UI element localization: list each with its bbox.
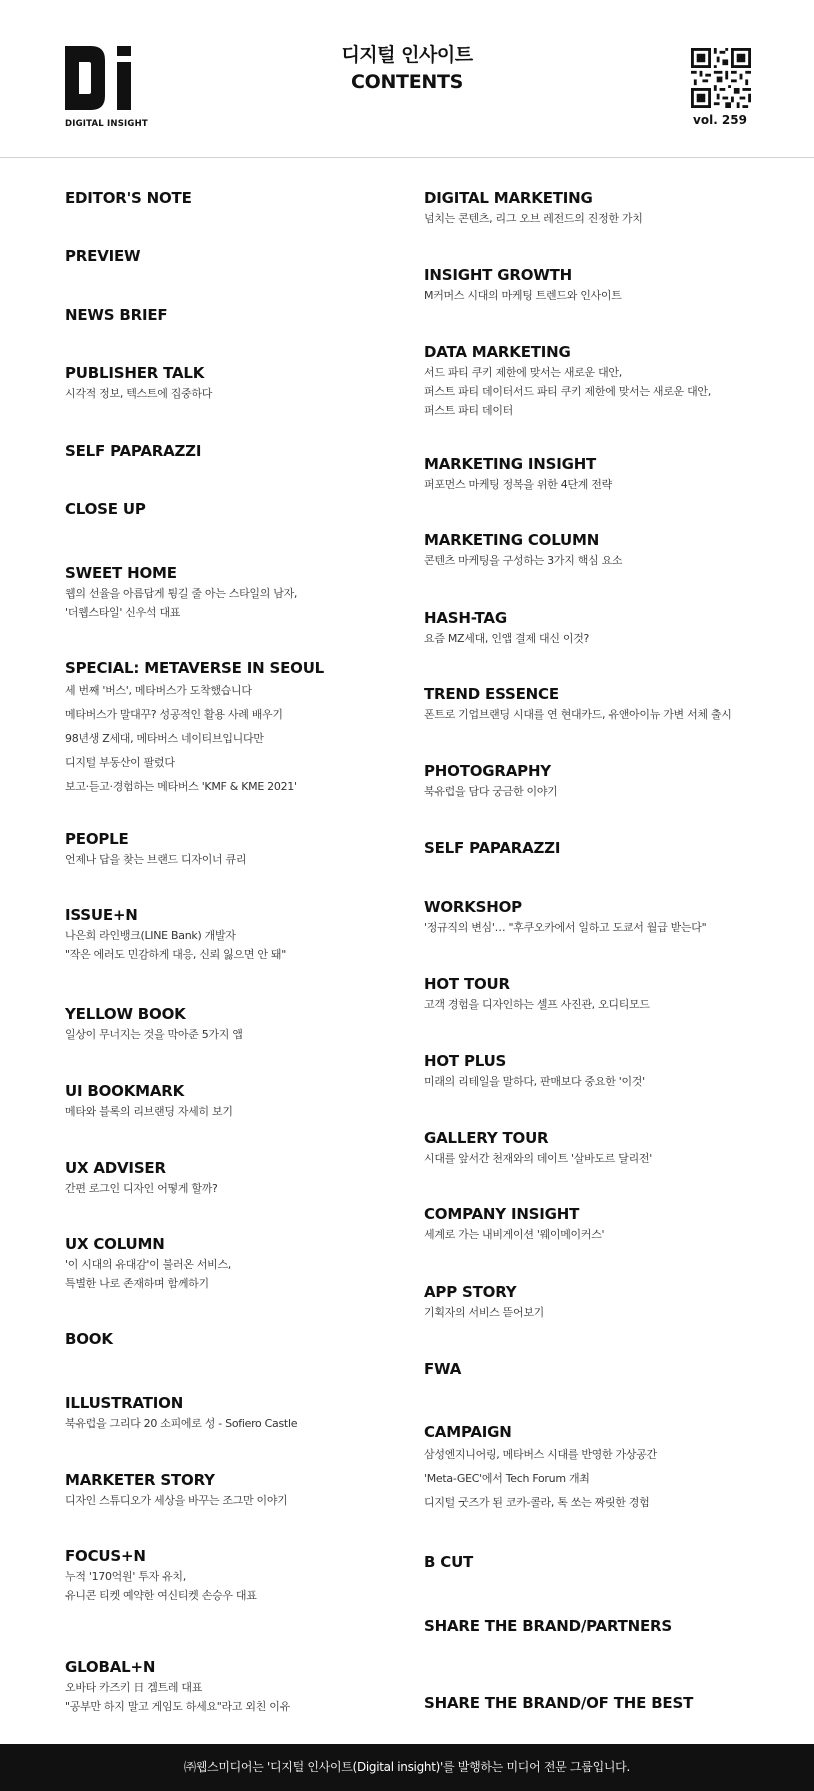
section-title: GALLERY TOUR <box>424 1129 549 1147</box>
section-title: SELF PAPARAZZI <box>424 839 561 857</box>
toc-entry[interactable] <box>424 1050 645 1091</box>
section-title: SWEET HOME <box>65 564 177 582</box>
section-title: SHARE THE BRAND/OF THE BEST <box>424 1694 694 1712</box>
article-subtitle: 세 번째 '버스', 메타버스가 도착했습니다 <box>65 684 252 697</box>
article-subtitle: 콘텐츠 마케팅을 구성하는 3가지 핵심 요소 <box>424 554 623 567</box>
toc-entry[interactable] <box>65 1469 288 1510</box>
section-title: EDITOR'S NOTE <box>65 189 192 207</box>
section-title: PHOTOGRAPHY <box>424 762 551 780</box>
article-subtitle: "작은 에러도 민감하게 대응, 신뢰 잃으면 안 돼" <box>65 948 286 961</box>
section-title: FOCUS+N <box>65 1547 146 1565</box>
article-subtitle: 북유럽을 담다 궁금한 이야기 <box>424 785 558 798</box>
section-title: WORKSHOP <box>424 898 522 916</box>
toc-entry[interactable] <box>65 1003 243 1044</box>
section-title: MARKETER STORY <box>65 1471 215 1489</box>
section-title: UX ADVISER <box>65 1159 166 1177</box>
section-title: PREVIEW <box>65 247 141 265</box>
toc-entry[interactable] <box>424 1692 693 1714</box>
article-subtitle: 폰트로 기업브랜딩 시대를 연 현대카드, 유앤아이뉴 가변 서체 출시 <box>424 708 732 721</box>
section-title: GLOBAL+N <box>65 1658 156 1676</box>
logo-wordmark: DIGITAL INSIGHT <box>65 119 148 129</box>
toc-entry[interactable] <box>65 904 286 964</box>
toc-entry[interactable] <box>65 828 246 869</box>
toc-entry[interactable] <box>424 1421 657 1515</box>
toc-entry[interactable] <box>424 837 560 859</box>
toc-entry[interactable] <box>65 498 146 520</box>
article-subtitle: '이 시대의 유대감'이 불러온 서비스, <box>65 1258 231 1271</box>
toc-entry[interactable] <box>424 973 650 1014</box>
article-subtitle: 북유럽을 그리다 20 소피에로 성 - Sofiero Castle <box>65 1417 298 1430</box>
section-title: TREND ESSENCE <box>424 685 559 703</box>
article-subtitle: 넘치는 콘텐츠, 리그 오브 레전드의 진정한 가치 <box>424 212 643 225</box>
toc-entry[interactable] <box>424 341 711 420</box>
section-title: DIGITAL MARKETING <box>424 189 593 207</box>
section-title: SHARE THE BRAND/PARTNERS <box>424 1617 673 1635</box>
article-subtitle: 퍼포먼스 마케팅 정복을 위한 4단계 전략 <box>424 478 612 491</box>
section-title: B CUT <box>424 1553 474 1571</box>
section-title: ILLUSTRATION <box>65 1394 184 1412</box>
toc-entry[interactable] <box>424 896 706 937</box>
section-title: APP STORY <box>424 1283 517 1301</box>
toc-entry[interactable] <box>65 562 297 622</box>
toc-entry[interactable] <box>65 1233 231 1293</box>
section-title: MARKETING COLUMN <box>424 531 600 549</box>
article-subtitle: 세계로 가는 내비게이션 '웨이메이커스' <box>424 1228 605 1241</box>
article-subtitle: 퍼스트 파티 데이터서드 파티 쿠키 제한에 맞서는 새로운 대안, <box>424 385 711 398</box>
section-title: CAMPAIGN <box>424 1423 512 1441</box>
volume-number: vol. 259 <box>693 113 747 127</box>
article-subtitle: 'Meta-GEC'에서 Tech Forum 개최 <box>424 1472 590 1485</box>
article-subtitle: 시대를 앞서간 천재와의 데이트 '살바도르 달리전' <box>424 1152 652 1165</box>
section-title: DATA MARKETING <box>424 343 571 361</box>
article-subtitle: 퍼스트 파티 데이터 <box>424 404 514 417</box>
toc-entry[interactable] <box>65 1392 297 1433</box>
article-subtitle: '정규직의 변심'… "후쿠오카에서 일하고 도쿄서 월급 받는다" <box>424 921 707 934</box>
article-subtitle: 디지털 부동산이 팔렸다 <box>65 756 175 769</box>
section-title: MARKETING INSIGHT <box>424 455 597 473</box>
article-subtitle: 누적 '170억원' 투자 유치, <box>65 1570 186 1583</box>
article-subtitle: 유니콘 티켓 예약한 여신티켓 손승우 대표 <box>65 1589 257 1602</box>
toc-entry[interactable] <box>424 1615 672 1637</box>
article-subtitle: M커머스 시대의 마케팅 트렌드와 인사이트 <box>424 289 622 302</box>
toc-entry[interactable] <box>65 1545 257 1605</box>
article-subtitle: 시각적 정보, 텍스트에 집중하다 <box>65 387 213 400</box>
toc-entry[interactable] <box>65 362 212 403</box>
toc-entry[interactable] <box>65 440 201 462</box>
article-subtitle: 보고·듣고·경험하는 메타버스 'KMF & KME 2021' <box>65 780 297 793</box>
article-subtitle: 디자인 스튜디오가 세상을 바꾸는 조그만 이야기 <box>65 1494 288 1507</box>
section-title: CLOSE UP <box>65 500 146 518</box>
section-title: PUBLISHER TALK <box>65 364 205 382</box>
section-title: FWA <box>424 1360 462 1378</box>
section-title: YELLOW BOOK <box>65 1005 186 1023</box>
qr-code-icon[interactable] <box>691 48 751 108</box>
article-subtitle: 고객 경험을 디자인하는 셀프 사진관, 오디티모드 <box>424 998 650 1011</box>
article-subtitle: "공부만 하지 말고 게임도 하세요"라고 외친 이유 <box>65 1700 290 1713</box>
masthead <box>0 0 814 158</box>
section-title: PEOPLE <box>65 830 129 848</box>
article-subtitle: 삼성엔지니어링, 메타버스 시대를 반영한 가상공간 <box>424 1448 657 1461</box>
toc-entry[interactable] <box>424 1358 461 1380</box>
section-title: HASH-TAG <box>424 609 507 627</box>
section-title: HOT PLUS <box>424 1052 507 1070</box>
article-subtitle: 간편 로그인 디자인 어떻게 할까? <box>65 1182 218 1195</box>
toc-entry[interactable] <box>424 187 643 228</box>
section-title: SPECIAL: METAVERSE IN SEOUL <box>65 659 325 677</box>
article-subtitle: 기획자의 서비스 뜯어보기 <box>424 1306 544 1319</box>
section-title: BOOK <box>65 1330 113 1348</box>
toc-entry[interactable] <box>424 264 622 305</box>
toc-entry[interactable] <box>65 1080 233 1121</box>
section-title: UX COLUMN <box>65 1235 165 1253</box>
article-subtitle: '더웹스타일' 신우석 대표 <box>65 606 181 619</box>
article-subtitle: 특별한 나로 존재하며 함께하기 <box>65 1277 209 1290</box>
article-subtitle: 요즘 MZ세대, 인앱 결제 대신 이것? <box>424 632 590 645</box>
article-subtitle: 디지털 굿즈가 된 코카-콜라, 톡 쏘는 짜릿한 경험 <box>424 1496 650 1509</box>
article-subtitle: 오바타 카즈키 日 겜트레 대표 <box>65 1681 203 1694</box>
toc-entry[interactable] <box>424 1551 473 1573</box>
toc-entry[interactable] <box>65 1328 113 1350</box>
article-subtitle: 미래의 리테일을 말하다, 판매보다 중요한 '이것' <box>424 1075 645 1088</box>
section-title: HOT TOUR <box>424 975 510 993</box>
toc-entry[interactable] <box>424 683 732 724</box>
contents-heading: CONTENTS <box>350 71 464 93</box>
toc-entry[interactable] <box>424 1203 604 1244</box>
toc-entry[interactable] <box>424 1281 544 1322</box>
toc-entry[interactable] <box>65 1656 290 1716</box>
article-subtitle: 98년생 Z세대, 메타버스 네이티브입니다만 <box>65 732 264 745</box>
section-title: ISSUE+N <box>65 906 138 924</box>
article-subtitle: 메타버스가 말대꾸? 성공적인 활용 사례 배우기 <box>65 708 283 721</box>
footer-text: ㈜웹스미디어는 '디지털 인사이트(Digital insight)'를 발행하는 미디어 전문 그룹입니다. <box>184 1760 630 1774</box>
toc-entry[interactable] <box>65 657 324 799</box>
article-subtitle: 메타와 블록의 리브랜딩 자세히 보기 <box>65 1105 233 1118</box>
toc-entry[interactable] <box>424 760 558 801</box>
magazine-name: 디지털 인사이트 <box>341 44 473 66</box>
section-title: UI BOOKMARK <box>65 1082 185 1100</box>
footer-bar <box>0 1744 814 1791</box>
toc-entry[interactable] <box>65 1157 218 1198</box>
toc-entry[interactable] <box>65 187 192 209</box>
section-title: INSIGHT GROWTH <box>424 266 572 284</box>
article-subtitle: 일상이 무너지는 것을 막아준 5가지 앱 <box>65 1028 243 1041</box>
toc-entry[interactable] <box>424 529 622 570</box>
article-subtitle: 나은희 라인뱅크(LINE Bank) 개발자 <box>65 929 236 942</box>
section-title: NEWS BRIEF <box>65 306 168 324</box>
section-title: COMPANY INSIGHT <box>424 1205 580 1223</box>
toc-entry[interactable] <box>65 245 140 267</box>
toc-entry[interactable] <box>65 304 167 326</box>
toc-entry[interactable] <box>424 453 612 494</box>
article-subtitle: 언제나 답을 찾는 브랜드 디자이너 큐리 <box>65 853 247 866</box>
toc-entry[interactable] <box>424 607 589 648</box>
article-subtitle: 웹의 선율을 아름답게 튕길 줄 아는 스타일의 남자, <box>65 587 298 600</box>
article-subtitle: 서드 파티 쿠키 제한에 맞서는 새로운 대안, <box>424 366 622 379</box>
toc-entry[interactable] <box>424 1127 652 1168</box>
section-title: SELF PAPARAZZI <box>65 442 202 460</box>
